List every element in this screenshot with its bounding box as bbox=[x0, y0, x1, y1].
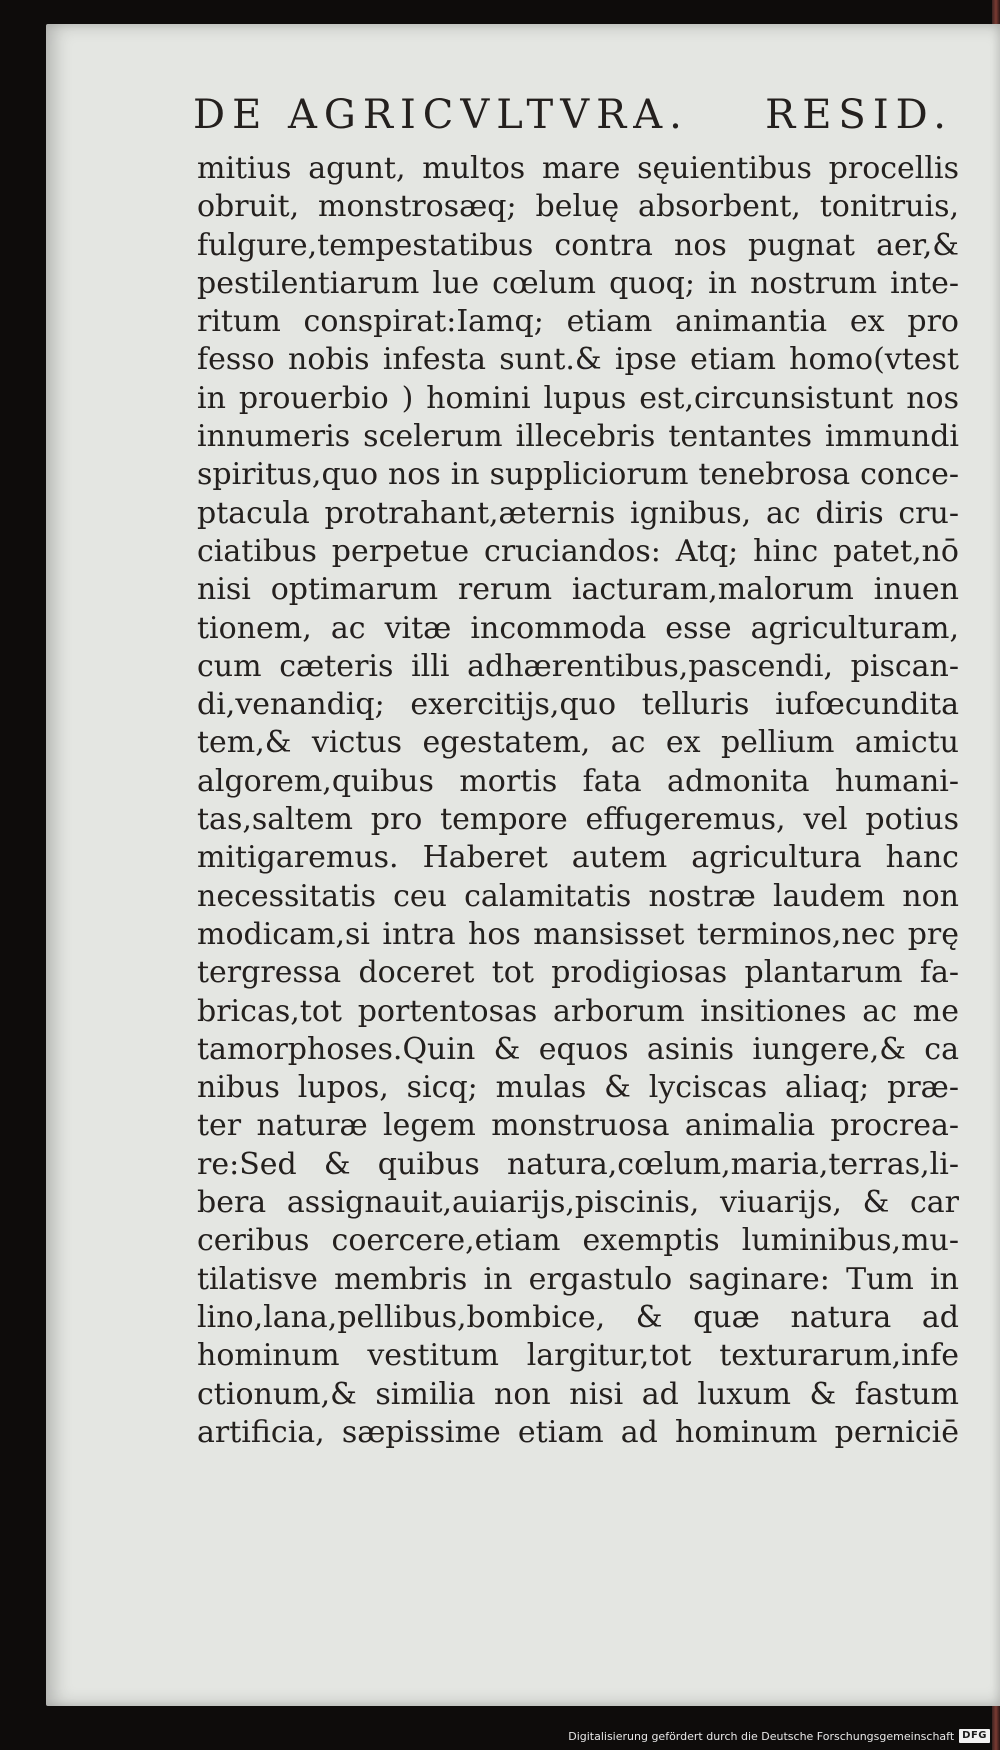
text-line: ter naturæ legem monstruosa animalia procrea- bbox=[197, 1108, 959, 1144]
text-line: algorem,quibus mortis fata admonita humani- bbox=[197, 763, 959, 799]
text-line: bricas,tot portentosas arborum insitiones ac me bbox=[197, 993, 959, 1029]
text-line: tergressa doceret tot prodigiosas plantarum fa- bbox=[197, 955, 959, 991]
dfg-logo: DFG bbox=[959, 1729, 990, 1743]
digitization-footer bbox=[0, 1722, 1000, 1750]
text-line: nibus lupos, sicq; mulas & lyciscas aliaq; præ- bbox=[197, 1070, 959, 1106]
running-head-section: RESID. bbox=[765, 92, 953, 138]
text-line: re:Sed & quibus natura,cœlum,maria,terras,li- bbox=[197, 1146, 959, 1182]
running-head-title: DE AGRICVLTVRA. bbox=[193, 92, 689, 138]
text-line: hominum vestitum largitur,tot texturarum,infe bbox=[197, 1338, 959, 1374]
text-line: ciatibus perpetue cruciandos: Atq; hinc patet,nō bbox=[197, 533, 959, 569]
text-line: tionem, ac vitæ incommoda esse agriculturam, bbox=[197, 610, 959, 646]
text-line: mitius agunt, multos mare sęuientibus procellis bbox=[197, 151, 959, 186]
text-line: di,venandiq; exercitijs,quo telluris iufœcundita bbox=[197, 687, 959, 723]
text-line: innumeris scelerum illecebris tentantes immundi bbox=[197, 419, 959, 455]
text-line: mitigaremus. Haberet autem agricultura hanc bbox=[197, 840, 959, 876]
text-line: in prouerbio ) homini lupus est,circunsistunt nos bbox=[197, 380, 959, 416]
running-head bbox=[193, 92, 953, 148]
text-line: ritum conspirat:Iamq; etiam animantia ex pro bbox=[197, 304, 959, 340]
text-line: tas,saltem pro tempore effugeremus, vel potius bbox=[197, 802, 959, 838]
text-line: fesso nobis infesta sunt.& ipse etiam homo(vtest bbox=[197, 342, 959, 378]
text-line: pestilentiarum lue cœlum quoq; in nostrum inte- bbox=[197, 265, 959, 301]
text-line: lino,lana,pellibus,bombice, & quæ natura ad bbox=[197, 1299, 959, 1335]
text-line: modicam,si intra hos mansisset terminos,nec prę bbox=[197, 916, 959, 952]
text-line: cum cæteris illi adhærentibus,pascendi, piscan- bbox=[197, 648, 959, 684]
body-text bbox=[197, 150, 959, 1452]
text-line: necessitatis ceu calamitatis nostræ laudem non bbox=[197, 878, 959, 914]
text-line: obruit, monstrosæq; beluę absorbent, tonitruis, bbox=[197, 189, 959, 225]
text-line: fulgure,tempestatibus contra nos pugnat aer,& bbox=[197, 227, 959, 263]
text-line: tilatisve membris in ergastulo saginare: Tum in bbox=[197, 1261, 959, 1297]
text-line: ctionum,& similia non nisi ad luxum & fastum bbox=[197, 1376, 959, 1412]
text-line: bera assignauit,auiarijs,piscinis, viuarijs, & car bbox=[197, 1185, 959, 1221]
text-line: ceribus coercere,etiam exemptis luminibus,mu- bbox=[197, 1223, 959, 1259]
text-line: tem,& victus egestatem, ac ex pellium amictu bbox=[197, 725, 959, 761]
text-line: ptacula protrahant,æternis ignibus, ac diris cru- bbox=[197, 495, 959, 531]
text-line: artificia, sæpissime etiam ad hominum perniciē bbox=[197, 1414, 959, 1450]
text-line: spiritus,quo nos in suppliciorum tenebrosa conce- bbox=[197, 457, 959, 493]
text-line: tamorphoses.Quin & equos asinis iungere,& ca bbox=[197, 1031, 959, 1067]
funding-credit: Digitalisierung gefördert durch die Deutsche Forschungsgemeinschaft bbox=[568, 1729, 955, 1743]
text-line: nisi optimarum rerum iacturam,malorum inuen bbox=[197, 572, 959, 608]
